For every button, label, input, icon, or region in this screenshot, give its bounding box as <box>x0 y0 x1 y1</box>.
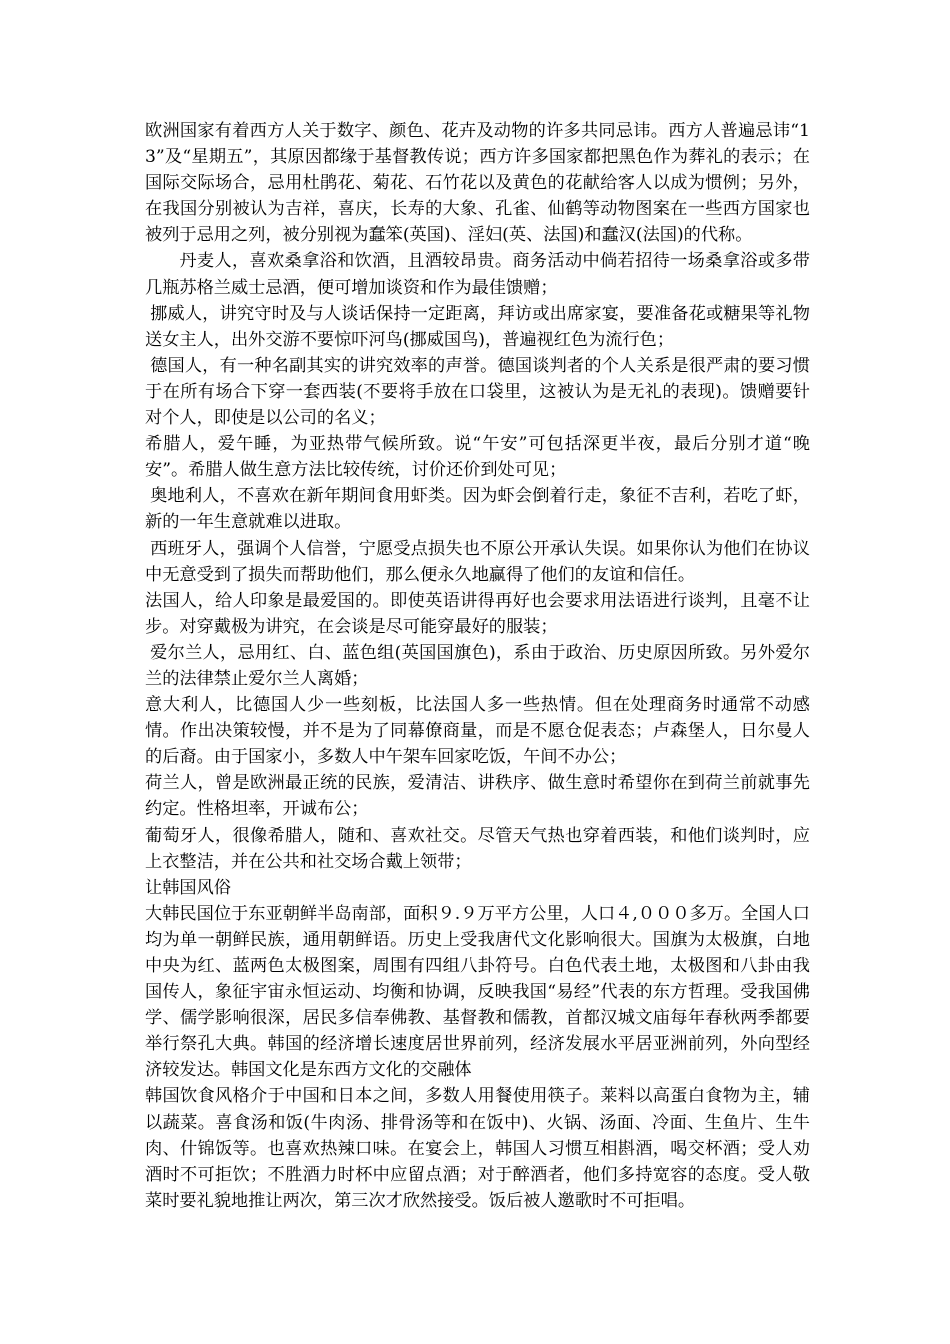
paragraph-france: 法国人，给人印象是最爱国的。即使英语讲得再好也会要求用法语进行谈判，且毫不让步。对穿戴极为讲究，在会谈是尽可能穿最好的服装； <box>145 590 810 637</box>
paragraph-greece: 希腊人，爱午睡，为亚热带气候所致。说“午安”可包括深更半夜，最后分别才道“晚安”。希腊人做生意方法比较传统，讨价还价到处可见； <box>145 434 810 481</box>
paragraph-ireland: 爱尔兰人，忌用红、白、蓝色组(英国国旗色)，系由于政治、历史原因所致。另外爱尔兰的法律禁止爱尔兰人离婚； <box>145 642 810 689</box>
paragraph-austria: 奥地利人，不喜欢在新年期间食用虾类。因为虾会倒着行走，象征不吉利，若吃了虾，新的一年生意就难以进取。 <box>145 486 810 533</box>
section-heading-korea: 让韩国风俗 <box>145 877 231 898</box>
paragraph-korea-overview: 大韩民国位于东亚朝鲜半岛南部，面积９.９万平方公里，人口４,０００多万。全国人口均为单一朝鲜民族，通用朝鲜语。历史上受我唐代文化影响很大。国旗为太极旗，白地中央为红、蓝两色太极图案，周围有四组八卦符号。白色代表土地，太极图和八卦由我国传人，象征宇宙永恒运动、均衡和协调，反映我国“易经”代表的东方哲理。受我国佛学、儒学影响很深，居民多信奉佛教、基督教和儒教，首都汉城文庙每年春秋两季都要举行祭孔大典。韩国的经济增长速度居世界前列，经济发展水平居亚洲前列，外向型经济较发达。韩国文化是东西方文化的交融体 <box>145 903 810 1081</box>
paragraph-korea-food: 韩国饮食风格介于中国和日本之间，多数人用餐使用筷子。莱料以高蛋白食物为主，辅以蔬菜。喜食汤和饭(牛肉汤、排骨汤等和在饭中)、火锅、汤面、冷面、生鱼片、生牛肉、什锦饭等。也喜欢热辣口味。在宴会上，韩国人习惯互相斟酒，喝交杯酒；受人劝酒时不可拒饮；不胜酒力时杯中应留点酒；对于醉酒者，他们多持宽容的态度。受人敬菜时要礼貌地推让两次，第三次才欣然接受。饭后被人邀歌时不可拒唱。 <box>145 1086 810 1211</box>
paragraph-portugal: 葡萄牙人，很像希腊人，随和、喜欢社交。尽管天气热也穿着西装，和他们谈判时，应上衣整洁，并在公共和社交场合戴上领带； <box>145 825 810 872</box>
paragraph-netherlands: 荷兰人，曾是欧洲最正统的民族，爱清洁、讲秩序、做生意时希望你在到荷兰前就事先约定。性格坦率，开诚布公； <box>145 773 810 820</box>
paragraph-denmark: 丹麦人，喜欢桑拿浴和饮酒，且酒较昂贵。商务活动中倘若招待一场桑拿浴或多带几瓶苏格兰威士忌酒，便可增加谈资和作为最佳馈赠； <box>145 251 810 298</box>
paragraph-norway: 挪威人，讲究守时及与人谈话保持一定距离，拜访或出席家宴，要准备花或糖果等礼物送女主人，出外交游不要惊吓河鸟(挪威国鸟)，普遍视红色为流行色； <box>145 303 810 350</box>
document-body <box>145 118 810 1214</box>
paragraph-europe-taboos: 欧洲国家有着西方人关于数字、颜色、花卉及动物的许多共同忌讳。西方人普遍忌讳“13”及“星期五”，其原因都缘于基督教传说；西方许多国家都把黑色作为葬礼的表示；在国际交际场合，忌用杜鹃花、菊花、石竹花以及黄色的花献给客人以成为惯例；另外，在我国分别被认为吉祥，喜庆，长寿的大象、孔雀、仙鹤等动物图案在一些西方国家也被列于忌用之列，被分别视为蠢笨(英国)、淫妇(英、法国)和蠢汉(法国)的代称。 <box>145 121 810 246</box>
paragraph-italy-luxembourg: 意大利人，比德国人少一些刻板，比法国人多一些热情。但在处理商务时通常不动感情。作出决策较慢，并不是为了同幕僚商量，而是不愿仓促表态；卢森堡人，日尔曼人的后裔。由于国家小，多数人中午架车回家吃饭，午间不办公； <box>145 695 810 768</box>
paragraph-germany: 德国人，有一种名副其实的讲究效率的声誉。德国谈判者的个人关系是很严肃的要习惯于在所有场合下穿一套西装(不要将手放在口袋里，这被认为是无礼的表现)。馈赠要针对个人，即使是以公司的名义； <box>145 355 810 429</box>
paragraph-spain: 西班牙人，强调个人信誉，宁愿受点损失也不原公开承认失误。如果你认为他们在协议中无意受到了损失而帮助他们，那么便永久地赢得了他们的友谊和信任。 <box>145 538 810 585</box>
